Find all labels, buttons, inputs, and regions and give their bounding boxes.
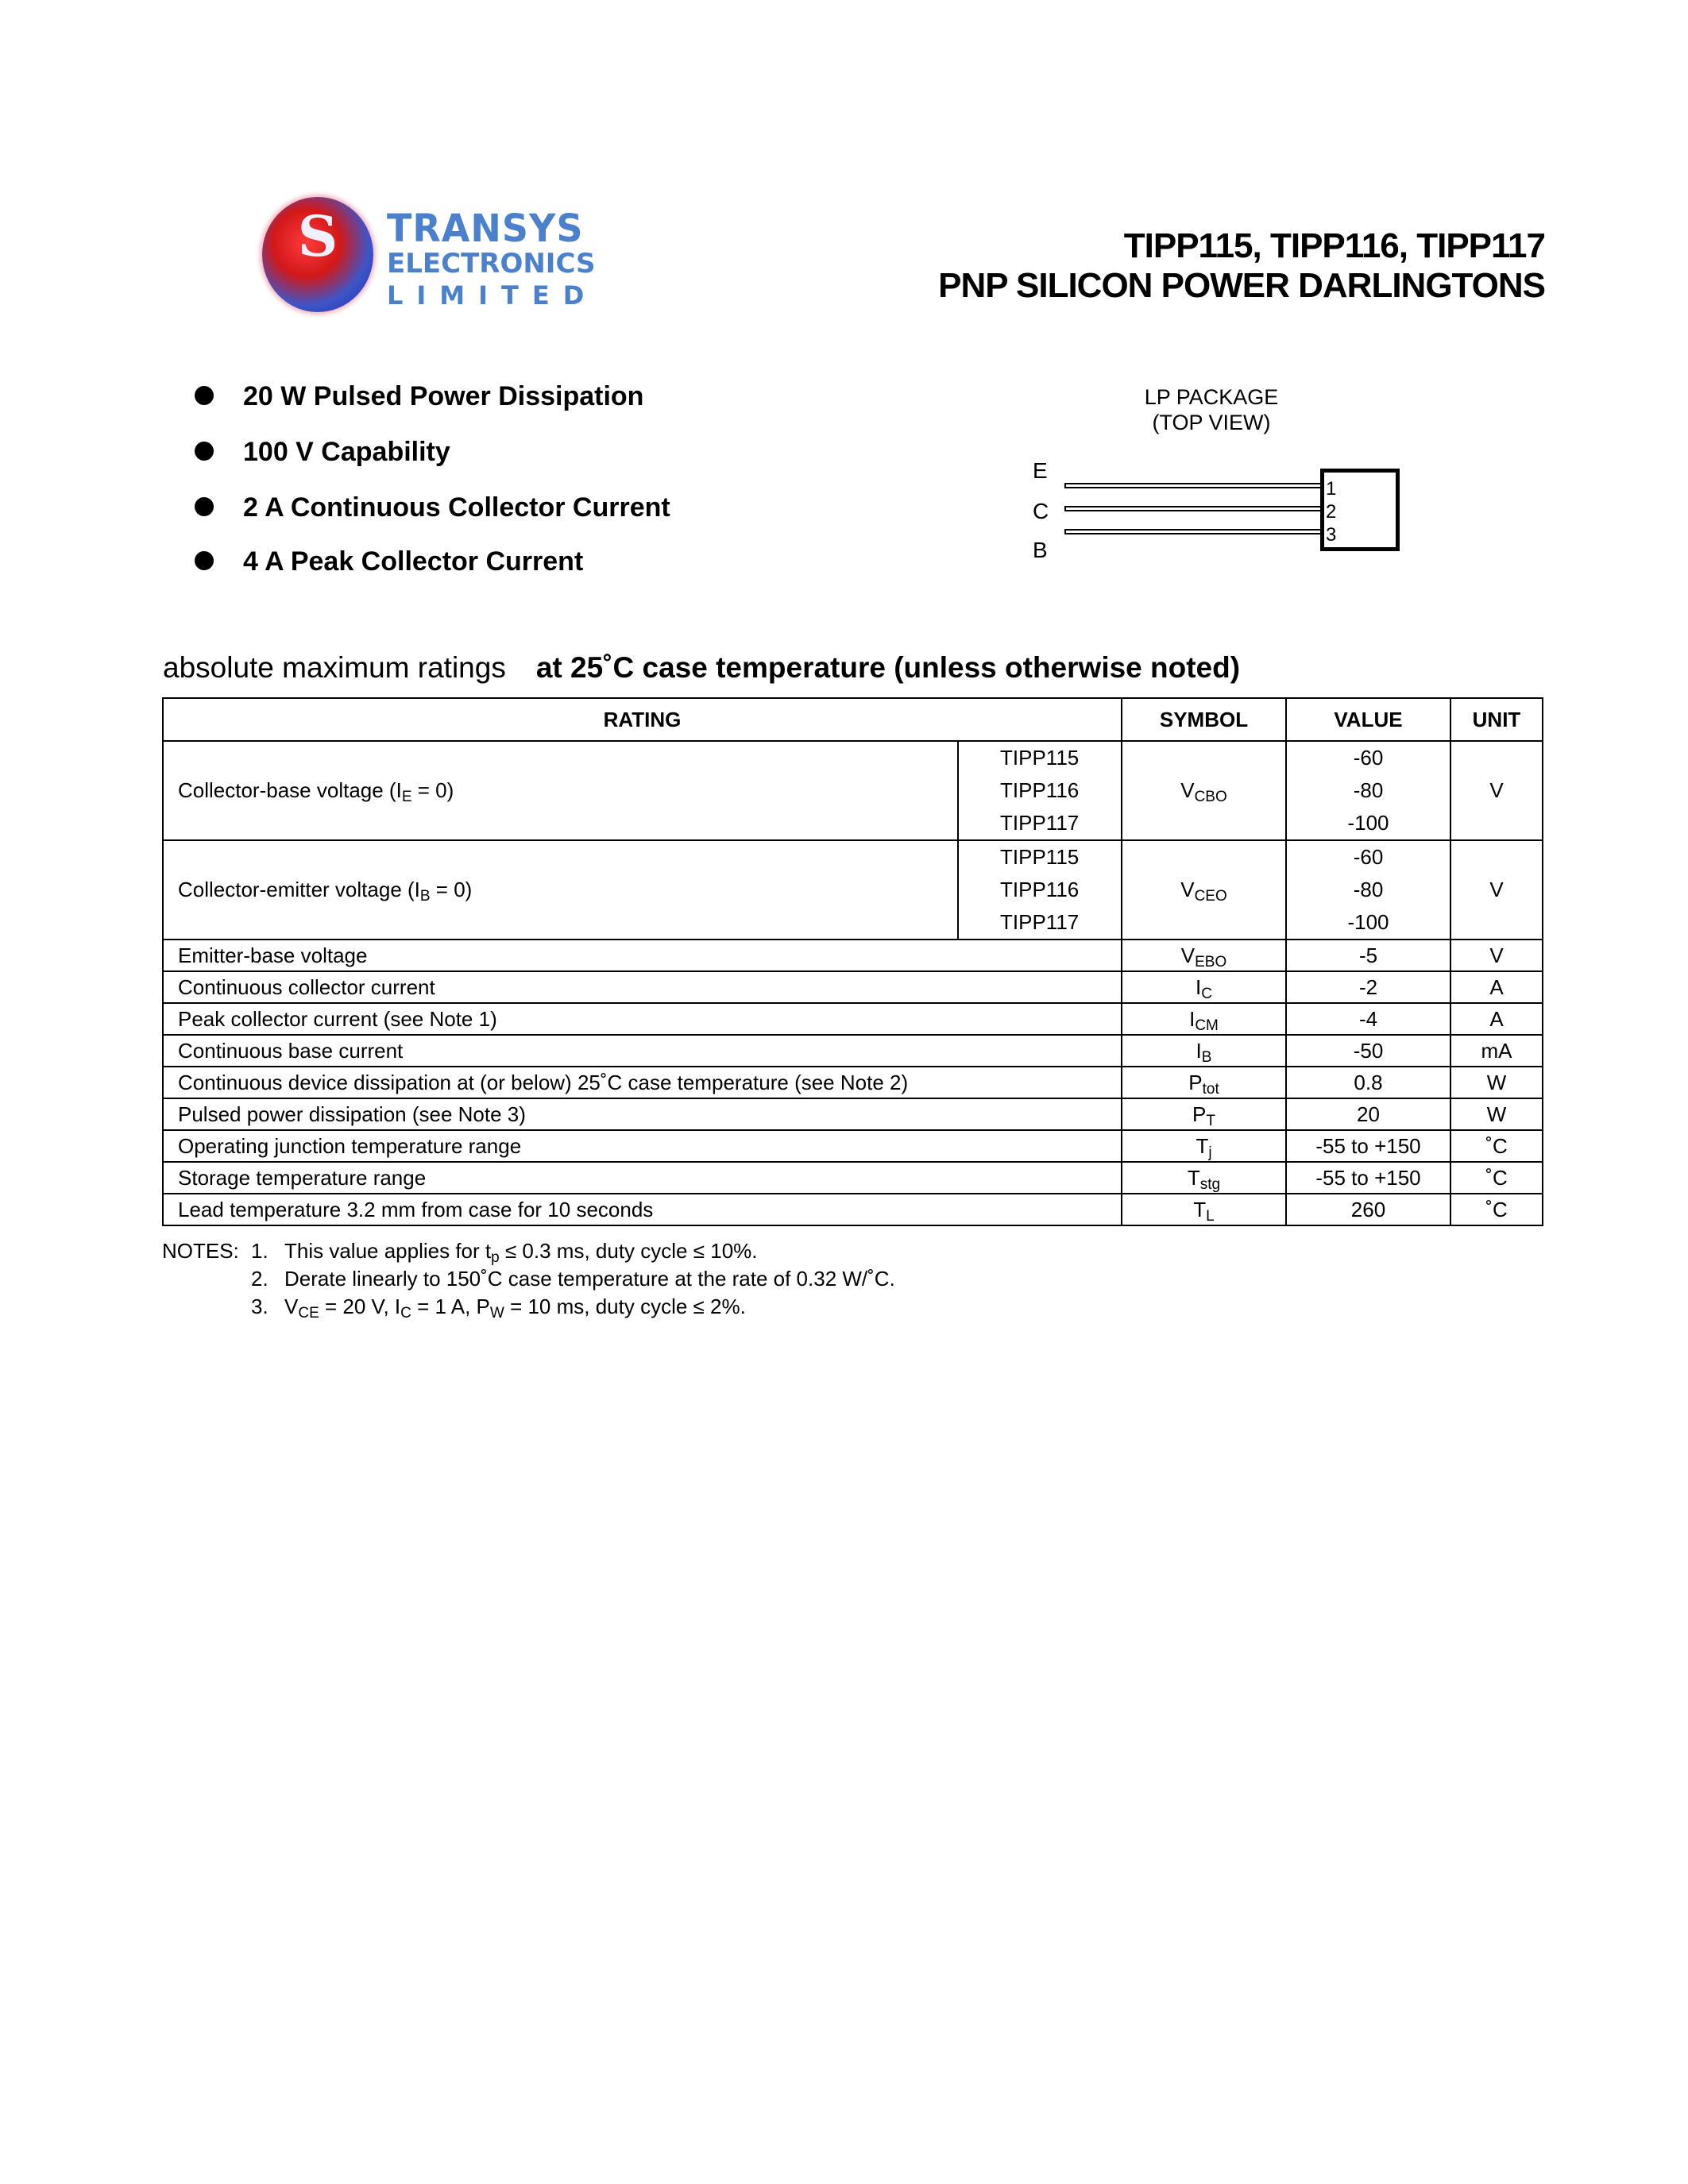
symbol-cell: $T_j$ — [1122, 1130, 1286, 1162]
value-text: -100 — [1347, 910, 1389, 934]
value-cell — [1286, 840, 1450, 940]
value-text: -80 — [1353, 778, 1384, 802]
feature-item — [195, 381, 643, 412]
header-symbol: SYMBOL — [1122, 698, 1286, 741]
value-cell: -5 — [1286, 940, 1450, 971]
header-rating: RATING — [163, 698, 1122, 741]
table-row-group — [163, 741, 1543, 840]
company-logo — [262, 191, 598, 322]
ratings-heading-right: at 25˚C case temperature (unless otherwise noted) — [535, 651, 1241, 684]
table-row — [163, 1162, 1543, 1194]
device-type-title: PNP SILICON POWER DARLINGTONS — [938, 266, 1545, 305]
logo-line-3: LIMITED — [387, 280, 598, 311]
value-text: -60 — [1353, 746, 1384, 770]
device-name: TIPP115 — [1000, 845, 1080, 869]
rating-cell: Continuous base current — [163, 1035, 1122, 1067]
value-cell: -2 — [1286, 971, 1450, 1003]
table-row — [163, 1130, 1543, 1162]
feature-text: 2 A Continuous Collector Current — [243, 492, 670, 523]
rating-cell: Peak collector current (see Note 1) — [163, 1003, 1122, 1035]
note-text: Derate linearly to 150˚C case temperature at the rate of 0.32 W/˚C. — [284, 1267, 895, 1291]
symbol-cell: $T_{stg}$ — [1122, 1162, 1286, 1194]
table-row — [163, 940, 1543, 971]
pin-number-3: 3 — [1326, 524, 1337, 546]
pin-number-2: 2 — [1326, 501, 1337, 523]
symbol-cell: $P_T$ — [1122, 1098, 1286, 1130]
feature-item — [195, 546, 583, 577]
note-number: 3. — [251, 1295, 268, 1318]
unit-cell: A — [1450, 1003, 1543, 1035]
logo-line-1: TRANSYS — [387, 205, 584, 251]
note-number: 1. — [251, 1239, 268, 1263]
value-cell: 0.8 — [1286, 1067, 1450, 1098]
feature-item — [195, 437, 450, 468]
feature-item — [195, 492, 670, 523]
unit-cell: A — [1450, 971, 1543, 1003]
value-cell: -55 to +150 — [1286, 1162, 1450, 1194]
table-row-group — [163, 840, 1543, 940]
globe-logo-icon — [262, 197, 373, 312]
value-cell: -4 — [1286, 1003, 1450, 1035]
value-cell — [1286, 741, 1450, 840]
rating-cell: Collector-base voltage $(I_E = 0)$ — [163, 741, 958, 840]
device-name: TIPP116 — [1000, 778, 1080, 802]
device-cell — [958, 840, 1122, 940]
device-cell — [958, 741, 1122, 840]
unit-cell: W — [1450, 1098, 1543, 1130]
value-text: -80 — [1353, 878, 1384, 901]
rating-cell: Continuous collector current — [163, 971, 1122, 1003]
ratings-heading-left: absolute maximum ratings — [163, 651, 506, 684]
table-row — [163, 971, 1543, 1003]
notes-label: NOTES: — [162, 1239, 239, 1263]
note-text: This value applies for $t_p \le 0.3$ ms, duty cycle ≤ 10%. — [284, 1239, 758, 1266]
package-caption: LP PACKAGE — [1144, 385, 1279, 409]
rating-cell: Continuous device dissipation at (or below) 25˚C case temperature (see Note 2) — [163, 1067, 1122, 1098]
rating-cell: Emitter-base voltage — [163, 940, 1122, 971]
device-name: TIPP116 — [1000, 878, 1080, 901]
symbol-cell: $I_{CM}$ — [1122, 1003, 1286, 1035]
device-name: TIPP115 — [1000, 746, 1080, 770]
device-name: TIPP117 — [1000, 811, 1080, 835]
device-name: TIPP117 — [1000, 910, 1080, 934]
header-value: VALUE — [1286, 698, 1450, 741]
table-row — [163, 1067, 1543, 1098]
table-row — [163, 1194, 1543, 1225]
lead-3 — [1064, 529, 1323, 534]
ratings-table — [162, 697, 1543, 1226]
package-view-caption: (TOP VIEW) — [1152, 411, 1271, 434]
unit-cell: W — [1450, 1067, 1543, 1098]
unit-cell: ˚C — [1450, 1162, 1543, 1194]
unit-cell: V — [1450, 940, 1543, 971]
pin-letter-e: E — [1033, 458, 1048, 483]
lead-2 — [1064, 506, 1323, 511]
unit-cell: ˚C — [1450, 1130, 1543, 1162]
note-number: 2. — [251, 1267, 268, 1291]
bullet-icon — [195, 386, 214, 405]
table-row — [163, 1035, 1543, 1067]
part-numbers-title: TIPP115, TIPP116, TIPP117 — [1123, 226, 1545, 265]
symbol-cell: $T_L$ — [1122, 1194, 1286, 1225]
rating-cell: Operating junction temperature range — [163, 1130, 1122, 1162]
table-header-row — [163, 698, 1543, 741]
value-text: -60 — [1353, 845, 1384, 869]
bullet-icon — [195, 442, 214, 461]
pin-letter-b: B — [1033, 538, 1048, 562]
rating-cell: Pulsed power dissipation (see Note 3) — [163, 1098, 1122, 1130]
table-row — [163, 1098, 1543, 1130]
unit-cell: V — [1450, 741, 1543, 840]
symbol-cell: $V_{EBO}$ — [1122, 940, 1286, 971]
symbol-cell: $P_{tot}$ — [1122, 1067, 1286, 1098]
rating-cell: Lead temperature 3.2 mm from case for 10 seconds — [163, 1194, 1122, 1225]
pin-number-1: 1 — [1326, 478, 1337, 500]
lead-1 — [1064, 483, 1323, 488]
value-cell: -55 to +150 — [1286, 1130, 1450, 1162]
symbol-cell: $V_{CBO}$ — [1122, 741, 1286, 840]
pin-letter-c: C — [1033, 499, 1049, 523]
symbol-cell: $I_C$ — [1122, 971, 1286, 1003]
note-text: $V_{CE} = 20$ V, $I_C = 1$ A, $P_W = 10$ ms, duty cycle ≤ 2%. — [284, 1295, 746, 1322]
bullet-icon — [195, 497, 214, 516]
table-row — [163, 1003, 1543, 1035]
value-cell: 20 — [1286, 1098, 1450, 1130]
value-cell: 260 — [1286, 1194, 1450, 1225]
feature-text: 4 A Peak Collector Current — [243, 546, 584, 577]
value-cell: -50 — [1286, 1035, 1450, 1067]
unit-cell: V — [1450, 840, 1543, 940]
symbol-cell: $I_B$ — [1122, 1035, 1286, 1067]
feature-text: 100 V Capability — [243, 437, 450, 467]
value-text: -100 — [1347, 811, 1389, 835]
unit-cell: mA — [1450, 1035, 1543, 1067]
ratings-heading — [163, 651, 1240, 685]
logo-letter: S — [297, 203, 338, 269]
rating-cell: Storage temperature range — [163, 1162, 1122, 1194]
header-unit: UNIT — [1450, 698, 1543, 741]
symbol-cell: $V_{CEO}$ — [1122, 840, 1286, 940]
feature-text: 20 W Pulsed Power Dissipation — [243, 381, 644, 411]
bullet-icon — [195, 551, 214, 570]
logo-line-2: ELECTRONICS — [387, 248, 596, 280]
rating-cell: Collector-emitter voltage $(I_B = 0)$ — [163, 840, 958, 940]
unit-cell: ˚C — [1450, 1194, 1543, 1225]
